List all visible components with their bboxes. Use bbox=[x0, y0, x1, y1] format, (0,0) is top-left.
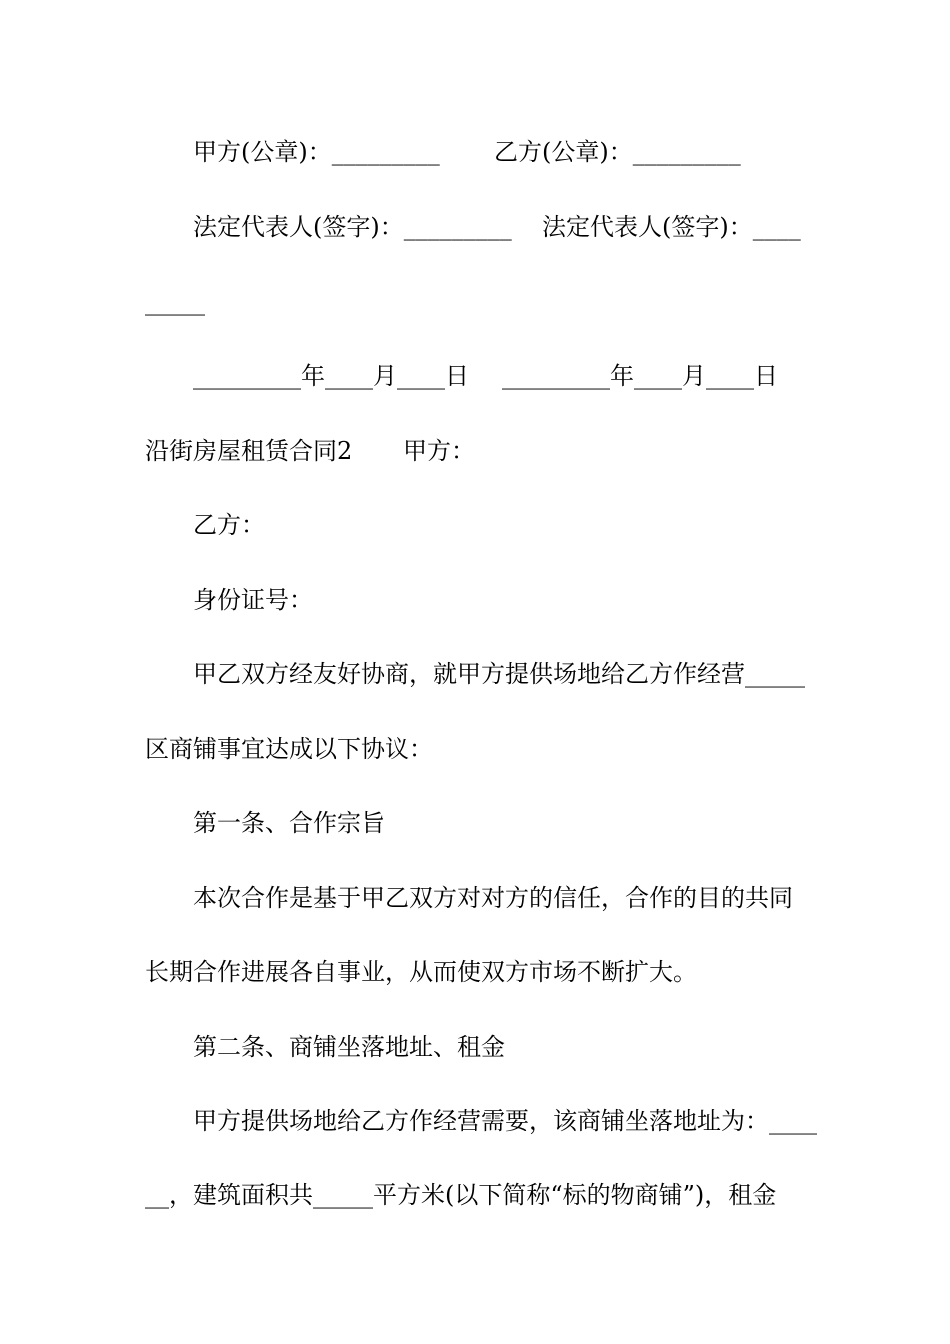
contract-title: 沿街房屋租赁合同2 bbox=[145, 437, 353, 465]
id-number-line bbox=[0, 580, 950, 620]
article-1-heading bbox=[0, 803, 950, 843]
party-a-seal-field: 甲方(公章)：_________ bbox=[193, 138, 440, 166]
article-1-line-1 bbox=[0, 878, 950, 918]
paragraph-text: 本次合作是基于甲乙双方对对方的信任，合作的目的共同 bbox=[193, 884, 793, 912]
contract-title-line bbox=[0, 431, 950, 471]
representative-continuation-line bbox=[0, 282, 950, 322]
article-2-line-1 bbox=[0, 1101, 950, 1141]
heading-text: 第一条、合作宗旨 bbox=[193, 809, 385, 837]
party-a-label: 甲方： bbox=[403, 437, 475, 465]
party-a-representative-field: 法定代表人(签字)：_________ bbox=[193, 213, 512, 241]
paragraph-intro-line-1 bbox=[0, 654, 950, 694]
paragraph-text: 甲乙双方经友好协商，就甲方提供场地给乙方作经营_____ bbox=[193, 660, 805, 688]
party-b-label: 乙方： bbox=[193, 511, 265, 539]
party-b-seal-field: 乙方(公章)：_________ bbox=[494, 138, 741, 166]
heading-text: 第二条、商铺坐落地址、租金 bbox=[193, 1033, 505, 1061]
party-b-representative-field: 法定代表人(签字)：____ bbox=[542, 213, 801, 241]
party-a-date-field: _________年____月____日 bbox=[193, 362, 469, 390]
paragraph-text: __，建筑面积共_____平方米(以下简称“标的物商铺”)，租金 bbox=[145, 1181, 777, 1209]
id-number-label: 身份证号： bbox=[193, 586, 313, 614]
party-b-line bbox=[0, 505, 950, 545]
paragraph-text: 长期合作进展各自事业，从而使双方市场不断扩大。 bbox=[145, 958, 697, 986]
article-1-line-2 bbox=[0, 952, 950, 992]
date-line bbox=[0, 356, 950, 396]
article-2-line-2 bbox=[0, 1175, 950, 1215]
paragraph-text: 区商铺事宜达成以下协议： bbox=[145, 735, 433, 763]
representative-blank-continuation: _____ bbox=[145, 288, 205, 316]
paragraph-text: 甲方提供场地给乙方作经营需要，该商铺坐落地址为：____ bbox=[193, 1107, 817, 1135]
paragraph-intro-line-2 bbox=[0, 729, 950, 769]
signature-seal-line bbox=[0, 132, 950, 172]
article-2-heading bbox=[0, 1027, 950, 1067]
legal-representative-line bbox=[0, 207, 950, 247]
party-b-date-field: _________年____月____日 bbox=[502, 362, 778, 390]
